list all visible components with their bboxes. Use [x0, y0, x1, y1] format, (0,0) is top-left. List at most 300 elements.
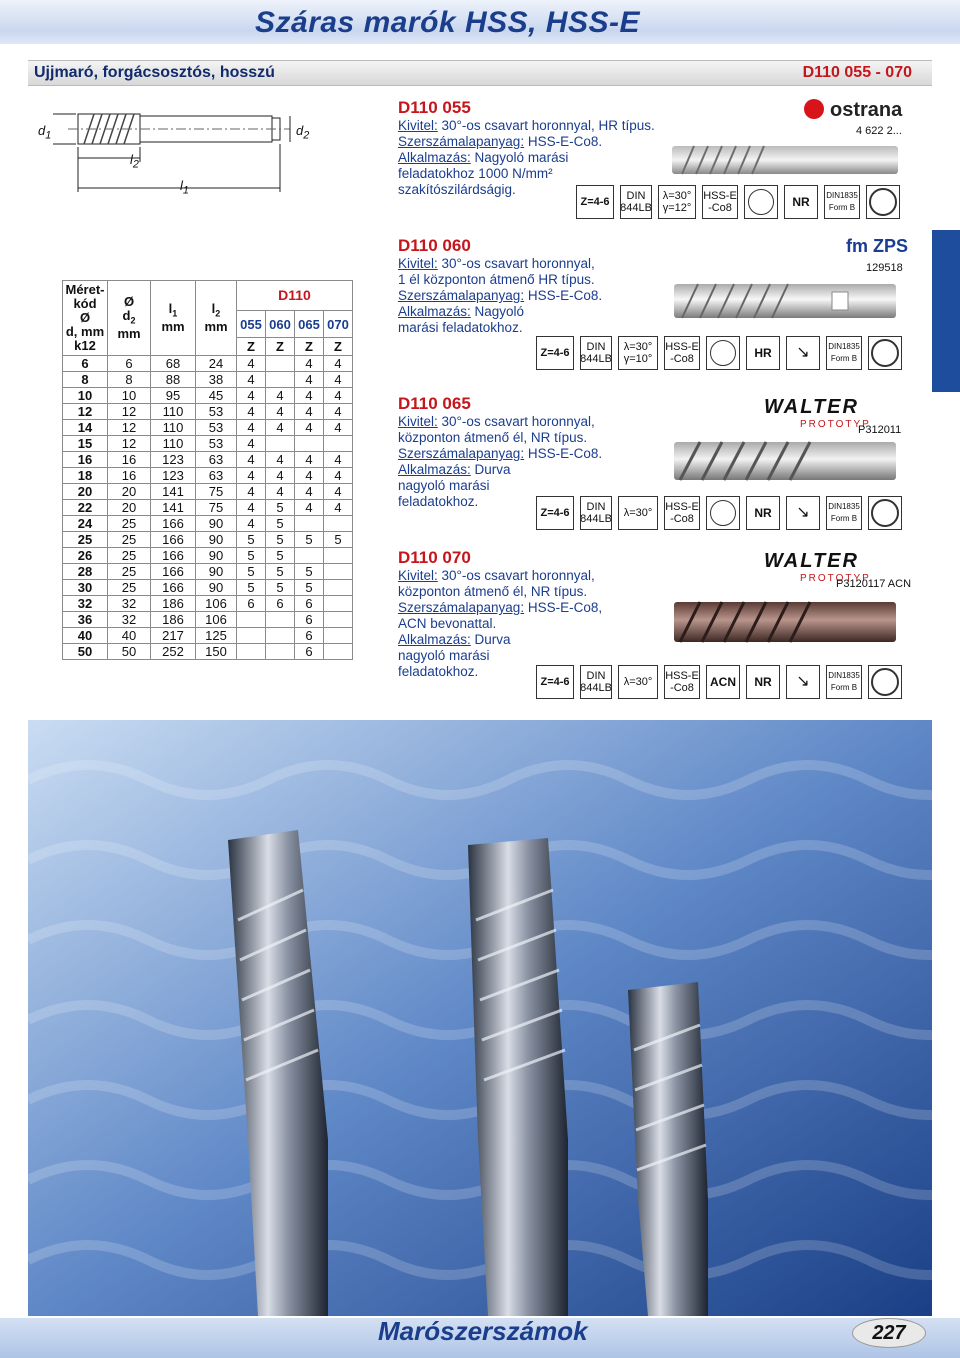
- table-cell: 166: [151, 516, 196, 532]
- table-cell: 150: [196, 644, 237, 660]
- section-bar: [28, 60, 932, 86]
- table-cell: 4: [266, 388, 295, 404]
- table-row: [63, 628, 353, 644]
- table-cell: [324, 516, 353, 532]
- description-line: [398, 118, 655, 134]
- cut-type-icon: NR: [784, 185, 818, 219]
- table-cell: 4: [237, 388, 266, 404]
- table-row: [63, 564, 353, 580]
- description-line: [398, 430, 602, 446]
- tool-outline-drawing: [28, 92, 358, 202]
- table-cell: 5: [266, 564, 295, 580]
- table-cell: 12: [108, 404, 151, 420]
- table-cell: 68: [151, 356, 196, 372]
- description-text: 30°-os csavart horonnyal,: [437, 256, 595, 271]
- table-cell: 166: [151, 532, 196, 548]
- table-cell: 6: [108, 356, 151, 372]
- teeth-count-icon: Z=4-6: [576, 185, 614, 219]
- table-cell: 53: [196, 404, 237, 420]
- description-line: [398, 478, 602, 494]
- material-icon: HSS-E -Co8: [702, 185, 738, 219]
- table-cell: 32: [63, 596, 108, 612]
- table-cell: 38: [196, 372, 237, 388]
- description-line: [398, 288, 602, 304]
- description-text: központon átmenő él, NR típus.: [398, 584, 588, 599]
- table-cell: 5: [266, 500, 295, 516]
- table-cell: [324, 644, 353, 660]
- section-code-range: D110 055 - 070: [802, 64, 912, 81]
- table-cell: 5: [237, 580, 266, 596]
- table-row: [63, 388, 353, 404]
- table-cell: 90: [196, 564, 237, 580]
- table-cell: [266, 356, 295, 372]
- table-cell: 4: [324, 372, 353, 388]
- table-cell: [324, 596, 353, 612]
- table-cell: 252: [151, 644, 196, 660]
- z-header: Z: [324, 338, 353, 356]
- table-row: [63, 420, 353, 436]
- product-code: D110 065: [398, 394, 471, 413]
- table-cell: 4: [295, 356, 324, 372]
- table-cell: 18: [63, 468, 108, 484]
- description-label: Szerszámalapanyag:: [398, 600, 525, 615]
- icon-row-070: [536, 665, 908, 699]
- description-label: Alkalmazás:: [398, 150, 471, 165]
- table-cell: 10: [63, 388, 108, 404]
- description-label: Szerszámalapanyag:: [398, 288, 525, 303]
- table-cell: 12: [108, 436, 151, 452]
- table-cell: [324, 548, 353, 564]
- icon-row-065: [536, 496, 908, 530]
- table-cell: 20: [108, 484, 151, 500]
- code-060: 060: [266, 310, 295, 338]
- description-line: [398, 648, 602, 664]
- table-cell: 5: [237, 532, 266, 548]
- table-cell: 28: [63, 564, 108, 580]
- table-cell: 40: [63, 628, 108, 644]
- table-cell: 125: [196, 628, 237, 644]
- shank-standard-icon: DIN1835 Form B: [826, 336, 862, 370]
- table-cell: 6: [266, 596, 295, 612]
- table-cell: 5: [266, 516, 295, 532]
- teeth-count-icon: Z=4-6: [536, 336, 574, 370]
- section-title: Ujjmaró, forgácsosztós, hosszú: [34, 64, 275, 81]
- table-cell: 6: [237, 596, 266, 612]
- description-line: [398, 134, 655, 150]
- description-text: központon átmenő él, NR típus.: [398, 430, 588, 445]
- product-d110-065: [398, 394, 602, 510]
- table-row: [63, 500, 353, 516]
- description-text: Nagyoló: [470, 304, 525, 319]
- table-cell: [266, 644, 295, 660]
- description-text: Durva: [470, 462, 511, 477]
- table-cell: 106: [196, 596, 237, 612]
- description-text: HSS-E-Co8.: [524, 134, 603, 149]
- manufacturer-ref: 4 622 2...: [856, 125, 902, 137]
- table-cell: 110: [151, 436, 196, 452]
- table-cell: 63: [196, 468, 237, 484]
- table-cell: [266, 372, 295, 388]
- dim-d2: $d_2$: [296, 123, 310, 142]
- brand-logo: WALTER PROTOTYP: [764, 550, 871, 584]
- description-line: [398, 414, 602, 430]
- table-body: [63, 356, 353, 660]
- table-cell: [324, 580, 353, 596]
- table-cell: 25: [108, 580, 151, 596]
- helix-angle-icon: λ=30° γ=10°: [618, 336, 658, 370]
- table-cell: 12: [108, 420, 151, 436]
- table-cell: 12: [63, 404, 108, 420]
- table-cell: 53: [196, 420, 237, 436]
- table-cell: 25: [108, 516, 151, 532]
- table-cell: 4: [237, 500, 266, 516]
- table-cell: 32: [108, 612, 151, 628]
- table-cell: 26: [63, 548, 108, 564]
- description-line: [398, 304, 602, 320]
- description-text: 30°-os csavart horonnyal,: [437, 568, 595, 583]
- table-cell: 25: [108, 532, 151, 548]
- table-cell: 4: [266, 452, 295, 468]
- description-label: Kivitel:: [398, 568, 438, 583]
- table-cell: 4: [237, 452, 266, 468]
- table-cell: 24: [63, 516, 108, 532]
- table-cell: 5: [295, 580, 324, 596]
- shank-standard-icon: DIN1835 Form B: [824, 185, 860, 219]
- table-cell: 4: [237, 468, 266, 484]
- table-cell: 5: [295, 564, 324, 580]
- table-cell: 4: [324, 452, 353, 468]
- description-line: [398, 320, 602, 336]
- table-cell: 4: [266, 484, 295, 500]
- brand-logo: fm ZPS: [846, 236, 909, 256]
- description-text: Nagyoló marási: [470, 150, 569, 165]
- description-label: Alkalmazás:: [398, 462, 471, 477]
- page-title: Száras marók HSS, HSS-E: [255, 6, 640, 39]
- description-text: nagyoló marási: [398, 478, 490, 493]
- table-row: [63, 452, 353, 468]
- material-icon: HSS-E -Co8: [664, 336, 700, 370]
- table-cell: [324, 436, 353, 452]
- description-label: Szerszámalapanyag:: [398, 446, 525, 461]
- table-cell: 110: [151, 420, 196, 436]
- table-cell: 50: [63, 644, 108, 660]
- din-standard-icon: DIN 844LB: [620, 185, 652, 219]
- din-standard-icon: DIN 844LB: [580, 496, 612, 530]
- cross-section-icon: [866, 185, 900, 219]
- table-cell: 106: [196, 612, 237, 628]
- table-cell: 5: [295, 532, 324, 548]
- description-text: 1 él központon átmenő HR típus.: [398, 272, 595, 287]
- table-cell: 6: [295, 596, 324, 612]
- page-number: 227: [852, 1318, 926, 1348]
- side-tab: [932, 230, 960, 392]
- teeth-count-icon: Z=4-6: [536, 496, 574, 530]
- description-text: HSS-E-Co8.: [524, 288, 603, 303]
- description-text: feladatokhoz 1000 N/mm²: [398, 166, 553, 181]
- table-cell: [237, 644, 266, 660]
- table-cell: [324, 564, 353, 580]
- footer-title: Marószerszámok: [378, 1316, 588, 1346]
- description-text: HSS-E-Co8,: [524, 600, 603, 615]
- cut-type-icon: HR: [746, 336, 780, 370]
- cut-type-icon: NR: [746, 496, 780, 530]
- table-cell: 4: [237, 420, 266, 436]
- table-cell: [324, 612, 353, 628]
- description-text: szakítószilárdságig.: [398, 182, 516, 197]
- table-cell: 16: [108, 468, 151, 484]
- table-cell: [237, 628, 266, 644]
- description-line: [398, 584, 602, 600]
- din-standard-icon: DIN 844LB: [580, 336, 612, 370]
- table-cell: 186: [151, 612, 196, 628]
- center-cut-icon: ↘: [786, 496, 820, 530]
- description-line: [398, 462, 602, 478]
- size-table: [62, 280, 353, 660]
- table-cell: [266, 612, 295, 628]
- table-cell: 8: [63, 372, 108, 388]
- table-cell: 6: [63, 356, 108, 372]
- table-cell: 25: [108, 564, 151, 580]
- cut-type-icon: NR: [746, 665, 780, 699]
- table-cell: 5: [237, 564, 266, 580]
- icon-row-060: [536, 336, 908, 370]
- description-line: [398, 616, 602, 632]
- table-cell: 4: [324, 404, 353, 420]
- table-cell: 90: [196, 532, 237, 548]
- table-row: [63, 580, 353, 596]
- table-row: [63, 356, 353, 372]
- description-line: [398, 568, 602, 584]
- table-row: [63, 612, 353, 628]
- cross-section-icon: [868, 336, 902, 370]
- coating-icon: ACN: [706, 665, 740, 699]
- coating-icon: [706, 336, 740, 370]
- group-header: D110: [237, 281, 353, 311]
- table-cell: 10: [108, 388, 151, 404]
- table-cell: 53: [196, 436, 237, 452]
- table-cell: [295, 436, 324, 452]
- table-cell: 15: [63, 436, 108, 452]
- table-cell: 90: [196, 516, 237, 532]
- table-cell: 63: [196, 452, 237, 468]
- col-size-code-header: Méret- kód Ø d, mm k12: [63, 281, 108, 356]
- description-line: [398, 150, 655, 166]
- table-cell: 20: [63, 484, 108, 500]
- table-row: [63, 532, 353, 548]
- description-label: Szerszámalapanyag:: [398, 134, 525, 149]
- table-cell: 141: [151, 484, 196, 500]
- table-cell: 4: [237, 404, 266, 420]
- table-row: [63, 644, 353, 660]
- shank-standard-icon: DIN1835 Form B: [826, 496, 862, 530]
- brand-logo: WALTER PROTOTYP: [764, 396, 871, 430]
- table-cell: [295, 548, 324, 564]
- table-cell: 8: [108, 372, 151, 388]
- description-label: Kivitel:: [398, 256, 438, 271]
- code-065: 065: [295, 310, 324, 338]
- table-cell: 4: [295, 468, 324, 484]
- coating-icon: [744, 185, 778, 219]
- table-cell: 5: [324, 532, 353, 548]
- helix-angle-icon: λ=30°: [618, 665, 658, 699]
- z-header: Z: [237, 338, 266, 356]
- col-d2-header: Ø $d_2$ mm: [108, 281, 151, 356]
- description-text: Durva: [470, 632, 511, 647]
- manufacturer-ref: 129518: [866, 262, 903, 274]
- table-cell: 75: [196, 484, 237, 500]
- table-cell: 5: [266, 548, 295, 564]
- product-d110-070: [398, 548, 602, 680]
- col-l2-header: $l_2$ mm: [196, 281, 237, 356]
- table-cell: 16: [108, 452, 151, 468]
- description-label: Kivitel:: [398, 414, 438, 429]
- center-cut-icon: ↘: [786, 665, 820, 699]
- table-row: [63, 548, 353, 564]
- table-cell: [237, 612, 266, 628]
- table-cell: 4: [295, 484, 324, 500]
- description-line: [398, 446, 602, 462]
- table-cell: 186: [151, 596, 196, 612]
- table-row: [63, 516, 353, 532]
- table-cell: 25: [108, 548, 151, 564]
- table-cell: 4: [324, 356, 353, 372]
- table-cell: 4: [237, 356, 266, 372]
- table-cell: 14: [63, 420, 108, 436]
- table-cell: 40: [108, 628, 151, 644]
- table-row: [63, 436, 353, 452]
- icon-row-055: [576, 185, 906, 219]
- tool-image-055: [672, 140, 898, 180]
- description-label: Alkalmazás:: [398, 304, 471, 319]
- center-cut-icon: ↘: [786, 336, 820, 370]
- product-d110-055: [398, 98, 655, 198]
- manufacturer-ref: P312011: [858, 424, 902, 436]
- tool-image-065: [674, 436, 896, 486]
- description-text: HSS-E-Co8.: [524, 446, 603, 461]
- product-code: D110 055: [398, 98, 471, 117]
- table-cell: 90: [196, 580, 237, 596]
- table-cell: 5: [237, 548, 266, 564]
- table-cell: 123: [151, 468, 196, 484]
- table-cell: [295, 516, 324, 532]
- material-icon: HSS-E -Co8: [664, 496, 700, 530]
- table-cell: 24: [196, 356, 237, 372]
- table-cell: 22: [63, 500, 108, 516]
- cross-section-icon: [868, 665, 902, 699]
- table-cell: 50: [108, 644, 151, 660]
- table-row: [63, 372, 353, 388]
- table-cell: [266, 628, 295, 644]
- table-row: [63, 596, 353, 612]
- dim-d1: $d_1$: [38, 123, 52, 142]
- helix-angle-icon: λ=30° γ=12°: [658, 185, 696, 219]
- helix-angle-icon: λ=30°: [618, 496, 658, 530]
- table-cell: 4: [266, 420, 295, 436]
- table-cell: 4: [324, 468, 353, 484]
- table-cell: 4: [295, 388, 324, 404]
- table-cell: 166: [151, 580, 196, 596]
- table-cell: 6: [295, 628, 324, 644]
- table-cell: 4: [237, 516, 266, 532]
- coating-icon: [706, 496, 740, 530]
- table-cell: 4: [295, 404, 324, 420]
- table-cell: 110: [151, 404, 196, 420]
- table-cell: 4: [237, 484, 266, 500]
- table-cell: 166: [151, 564, 196, 580]
- table-cell: 25: [63, 532, 108, 548]
- description-line: [398, 166, 655, 182]
- dim-l2: $l_2$: [130, 152, 139, 171]
- table-cell: 4: [324, 388, 353, 404]
- dim-l1: $l_1$: [180, 178, 189, 197]
- table-cell: 5: [266, 532, 295, 548]
- table-row: [63, 404, 353, 420]
- code-070: 070: [324, 310, 353, 338]
- table-cell: 4: [295, 500, 324, 516]
- table-row: [63, 484, 353, 500]
- table-cell: [266, 436, 295, 452]
- product-d110-060: [398, 236, 602, 336]
- table-cell: 4: [295, 420, 324, 436]
- table-cell: 4: [266, 404, 295, 420]
- description-text: nagyoló marási: [398, 648, 490, 663]
- product-code: D110 060: [398, 236, 471, 255]
- table-cell: 30: [63, 580, 108, 596]
- table-cell: 4: [324, 500, 353, 516]
- table-cell: 217: [151, 628, 196, 644]
- table-cell: 4: [324, 420, 353, 436]
- din-standard-icon: DIN 844LB: [580, 665, 612, 699]
- product-code: D110 070: [398, 548, 471, 567]
- description-line: [398, 256, 602, 272]
- description-text: feladatokhoz.: [398, 494, 479, 509]
- tool-image-060: [674, 278, 896, 324]
- col-l1-header: $l_1$ mm: [151, 281, 196, 356]
- description-line: [398, 272, 602, 288]
- description-text: ACN bevonattal.: [398, 616, 497, 631]
- z-header: Z: [266, 338, 295, 356]
- description-text: feladatokhoz.: [398, 664, 479, 679]
- description-label: Kivitel:: [398, 118, 438, 133]
- table-cell: 4: [237, 372, 266, 388]
- table-cell: 123: [151, 452, 196, 468]
- cross-section-icon: [868, 496, 902, 530]
- table-cell: 4: [237, 436, 266, 452]
- table-cell: 4: [324, 484, 353, 500]
- table-cell: 4: [295, 372, 324, 388]
- code-055: 055: [237, 310, 266, 338]
- table-cell: 6: [295, 612, 324, 628]
- table-cell: 166: [151, 548, 196, 564]
- table-cell: 141: [151, 500, 196, 516]
- table-cell: 36: [63, 612, 108, 628]
- description-line: [398, 632, 602, 648]
- description-text: 30°-os csavart horonnyal, HR típus.: [437, 118, 655, 133]
- table-cell: 16: [63, 452, 108, 468]
- table-cell: 32: [108, 596, 151, 612]
- table-cell: [324, 628, 353, 644]
- table-cell: 6: [295, 644, 324, 660]
- table-cell: 4: [295, 452, 324, 468]
- table-cell: 90: [196, 548, 237, 564]
- tool-drawing: [28, 92, 358, 202]
- table-cell: 4: [266, 468, 295, 484]
- description-text: marási feladatokhoz.: [398, 320, 523, 335]
- product-photo: [28, 720, 932, 1316]
- description-line: [398, 600, 602, 616]
- table-cell: 5: [266, 580, 295, 596]
- table-cell: 20: [108, 500, 151, 516]
